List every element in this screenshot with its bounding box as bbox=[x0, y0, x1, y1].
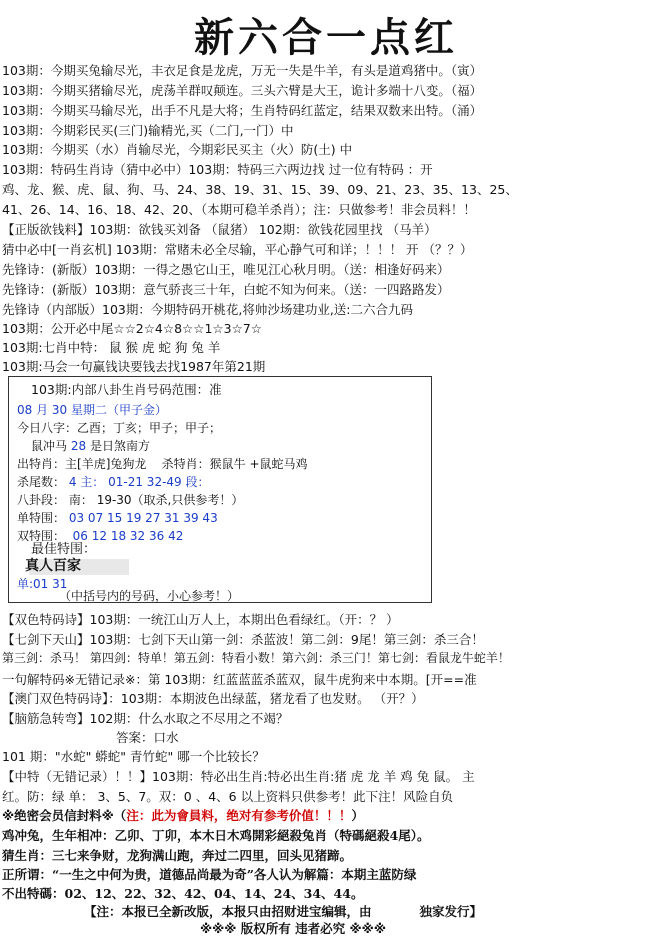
box-date: 08 月 30 星期二（甲子金） bbox=[17, 403, 167, 417]
copyright-line: ※※※ 版权所有 违者必究 ※※※ bbox=[200, 921, 386, 936]
text-line: 先锋诗：(新版）103期：意气骄丧三十年，白蛇不知为何来。（送：一四路路发） bbox=[2, 282, 450, 297]
text-line: 【脑筋急转弯】102期：什么水取之不尽用之不竭？ bbox=[2, 711, 289, 726]
chute-value: 主[羊虎]兔狗龙 bbox=[65, 457, 147, 471]
box-watermark-text: 真人百家 bbox=[25, 558, 81, 574]
bagua-dir: 南： bbox=[68, 493, 93, 507]
text-line: 【双色特码诗】103期：一统江山万人上，本期出色看绿红。（开：？ ） bbox=[2, 612, 399, 627]
shuang-label: 双特围： bbox=[17, 529, 66, 543]
shuang-numbers: 06 12 18 32 36 42 bbox=[72, 529, 184, 543]
box-shuang bbox=[17, 529, 183, 543]
footer-note-b: 独家发行】 bbox=[419, 904, 483, 919]
box-chute bbox=[17, 457, 308, 471]
text-line: 【七剑下天山】103期：七剑下天山第一剑：杀蓝波！第二剑：9尾！第三剑：杀三合！ bbox=[2, 632, 484, 647]
text-line: 101 期："水蛇" 蟒蛇" 青竹蛇" 哪一个比较长？ bbox=[2, 749, 265, 764]
page-title: 新六合一点红 bbox=[194, 14, 458, 61]
text-line: 正所谓：“一生之中何为贵，道德品尚最为奇”各人认为解篇：本期主蓝防绿 bbox=[2, 867, 417, 882]
weishu-label: 杀尾数： bbox=[17, 475, 66, 489]
chong-label: 鼠冲马 bbox=[31, 439, 68, 453]
text-line: 答案：口水 bbox=[116, 730, 179, 745]
box-note: （中括号内的号码，小心参考！） bbox=[59, 589, 240, 603]
text-line: 一句解特码※无错记录※：第 103期：红蓝蓝蓝杀蓝双，鼠牛虎狗来中本期。[开==准 bbox=[2, 672, 477, 687]
box-dan bbox=[17, 511, 218, 525]
text-line: 103期:马会一句赢钱诀要钱去找1987年第21期 bbox=[2, 359, 266, 374]
text-line: 先锋诗（内部版）103期：今期特码开桃花,将帅沙场建功业,送:二六合九码 bbox=[2, 302, 414, 317]
member-suffix: ） bbox=[351, 808, 364, 823]
text-line: 103期：今期买马输尽光，出手不凡是大将；生肖特码红蓝定，结果双数来出特。（涌） bbox=[2, 103, 483, 118]
dan-label: 单特围： bbox=[17, 511, 66, 525]
weishu-range: 01-21 32-49 段： bbox=[108, 475, 210, 489]
text-line: 103期：今期彩民买(三门)输精光,买（二门,一门）中 bbox=[2, 123, 294, 138]
dan-numbers: 03 07 15 19 27 31 39 43 bbox=[68, 511, 218, 525]
text-line: 鸡、龙、猴、虎、鼠、狗、马、24、38、19、31、15、39、09、21、23、35、13、25、 bbox=[2, 182, 518, 197]
sha-direction: 是日煞南方 bbox=[89, 439, 150, 453]
chong-age: 28 bbox=[70, 439, 87, 453]
text-line: 103期：今期买兔输尽光，丰衣足食是龙虎，万无一失是牛羊，有头是道鸡猪中。（寅） bbox=[2, 63, 483, 78]
text-line: 猜中必中[一肖玄机] 103期：常赌未必全尽输，平心静气可和详；！！！ 开 （？？） bbox=[2, 242, 473, 257]
text-line: 103期：今期买（水）肖输尽光，今期彩民买主（火）防(土) 中 bbox=[2, 142, 353, 157]
member-line bbox=[2, 808, 364, 823]
chute-label: 出特肖： bbox=[17, 457, 66, 471]
text-line: 鸡冲兔，生年相冲：乙卯、丁卯，本木日木鸡開彩絕殺兔肖（特碼絕殺4尾）。 bbox=[2, 828, 430, 843]
text-line: 【正版欲钱料】103期：欲钱买刘备 （鼠猪） 102期：欲钱花园里找 （马羊） bbox=[2, 222, 437, 237]
text-line: 103期：公开必中尾☆☆2☆4☆8☆☆1☆3☆7☆ bbox=[2, 321, 262, 336]
text-line: 先锋诗：(新版）103期：一得之愚它山王，唯见江心秋月明。（送：相逢好码来） bbox=[2, 262, 450, 277]
box-dan-best: 单:01 31 bbox=[17, 577, 68, 591]
text-line: 103期：特码生肖诗（猜中必中）103期：特码三六两边找 过一位有特码 ：开 bbox=[2, 162, 433, 177]
shate-value: 猴鼠牛 +鼠蛇马鸡 bbox=[209, 457, 308, 471]
footer-note bbox=[84, 904, 482, 919]
text-line: 103期：今期买猪输尽光，虎荡羊群叹颠连。三头六臂是大王，诡计多端十八变。（福） bbox=[2, 83, 483, 98]
footer-note-a: 【注：本报已全新改版，本报只由招财进宝编辑，由 bbox=[84, 904, 372, 919]
weishu-main: 4 主： bbox=[68, 475, 105, 489]
shate-label: 杀特肖： bbox=[161, 457, 210, 471]
box-heading: 103期:内部八卦生肖号码范围：准 bbox=[31, 382, 222, 397]
text-line: 红。防：绿 单： 3、5、7。双：0 、4、6 以上资料只供参考！此下注！风险自负 bbox=[2, 789, 454, 804]
bagua-label: 八卦段： bbox=[17, 493, 66, 507]
internal-box bbox=[8, 376, 432, 603]
box-bazi: 今日八字：乙酉；丁亥；甲子；甲子； bbox=[17, 421, 222, 435]
text-line: 猜生肖：三七来争财，龙狗满山跑，奔过二四里，回头见猪蹄。 bbox=[2, 848, 353, 863]
member-note: 注：此为會員料，绝对有参考价值！！！ bbox=[126, 808, 352, 823]
box-weishu bbox=[17, 475, 210, 489]
text-line: 【澳门双色特码诗】：103期：本期波色出绿蓝，猪龙看了也发财。 （开？） bbox=[2, 691, 424, 706]
text-line: 41、26、14、16、18、42、20、（本期可稳羊杀肖）；注：只做参考！非会员料！！ bbox=[2, 202, 476, 217]
bagua-range: 19-30（取杀,只供参考！） bbox=[96, 493, 244, 507]
box-best: 最佳特围： bbox=[31, 542, 97, 557]
text-line: 103期:七肖中特： 鼠 猴 虎 蛇 狗 兔 羊 bbox=[2, 340, 221, 355]
text-line: 不出特碼：02、12、22、32、42、04、14、24、34、44。 bbox=[2, 886, 364, 901]
member-prefix: ※绝密会员信封料※（ bbox=[2, 808, 127, 823]
box-chong bbox=[31, 439, 150, 453]
text-line: 第三剑：杀马！ 第四剑：特单！第五剑：特看小数！第六剑：杀三门！第七剑：看鼠龙牛蛇羊！ bbox=[2, 651, 510, 665]
text-line: 【中特（无错记录）！！】103期：特必出生肖:特必出生肖:猪 虎 龙 羊 鸡 兔 鼠。 主 bbox=[2, 769, 475, 784]
box-bagua bbox=[17, 493, 243, 507]
